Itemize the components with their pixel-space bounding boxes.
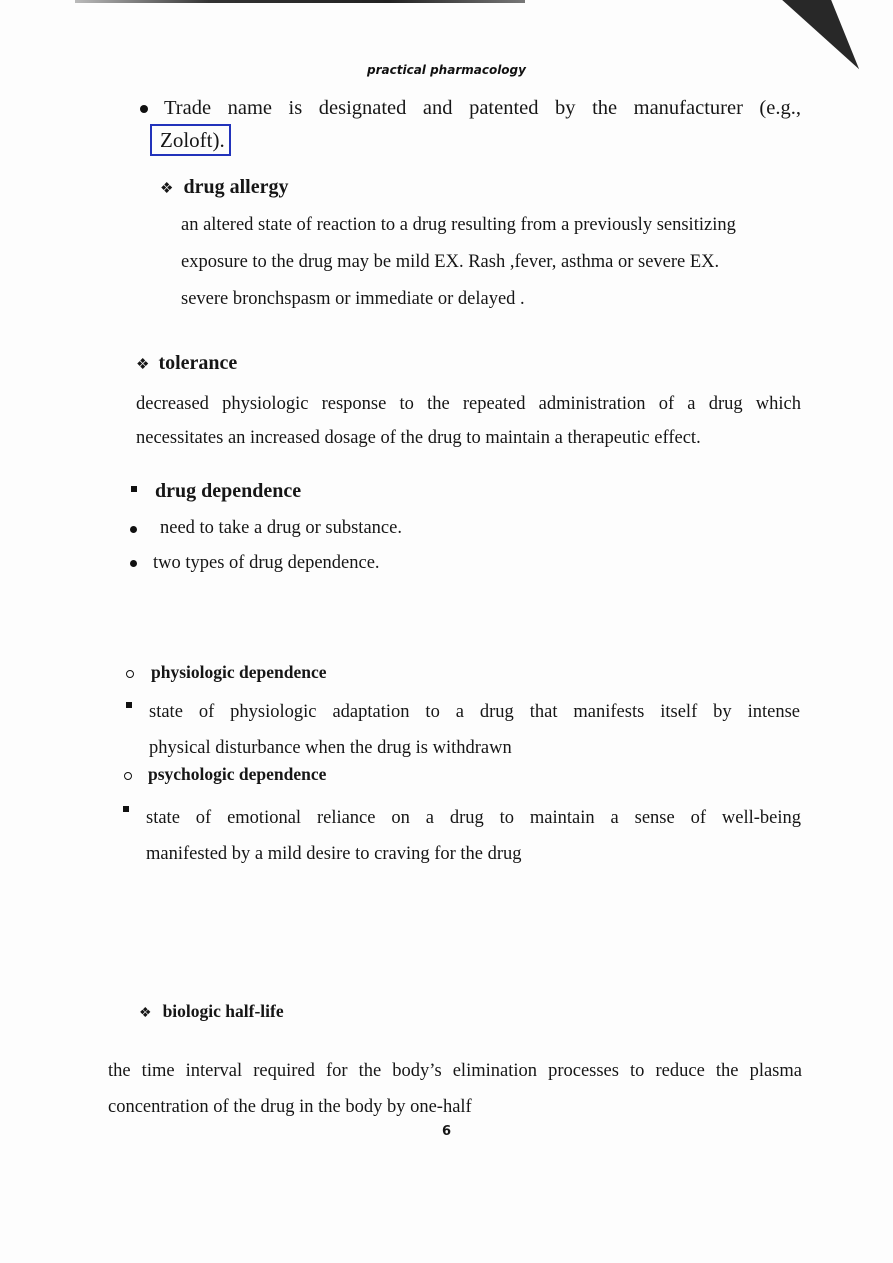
filled-circle-icon (130, 560, 137, 567)
drug-allergy-line: an altered state of reaction to a drug resulting from a previously sensitizing (181, 215, 736, 235)
drug-allergy-heading: drug allergy (183, 176, 289, 198)
drug-allergy-line: severe bronchspasm or immediate or delayed . (181, 289, 525, 309)
scan-edge-line (75, 0, 525, 3)
tolerance-heading: tolerance (158, 352, 238, 374)
half-life-heading: biologic half-life (162, 1001, 284, 1021)
filled-square-icon (131, 486, 137, 492)
tolerance-body (136, 387, 801, 455)
dependence-bullet: need to take a drug or substance. (160, 518, 402, 538)
filled-circle-icon (140, 105, 148, 113)
half-life-line: the time interval required for the body’s elimination processes to reduce the plasma (108, 1061, 802, 1081)
four-diamond-icon: ❖ (136, 357, 150, 373)
dependence-bullet: two types of drug dependence. (153, 553, 380, 573)
psychologic-line: state of emotional reliance on a drug to maintain a sense of well-being (146, 808, 801, 828)
hollow-circle-icon (126, 670, 134, 678)
filled-square-icon (123, 806, 129, 812)
filled-circle-icon (130, 526, 137, 533)
half-life-heading-row (139, 1001, 284, 1022)
trade-name-text: Trade name is designated and patented by the manufacturer (e.g., (164, 97, 801, 119)
page-number: 6 (441, 1124, 452, 1139)
physiologic-line: physical disturbance when the drug is withdrawn (149, 738, 512, 758)
filled-square-icon (126, 702, 132, 708)
tolerance-heading-row (136, 352, 237, 375)
psychologic-line: manifested by a mild desire to craving for the drug (146, 844, 522, 864)
four-diamond-icon: ❖ (160, 181, 174, 197)
hollow-circle-icon (124, 772, 132, 780)
psychologic-dependence-body (146, 800, 801, 872)
four-diamond-icon: ❖ (139, 1006, 152, 1021)
half-life-line: concentration of the drug in the body by one-half (108, 1097, 472, 1117)
drug-dependence-heading: drug dependence (155, 480, 302, 502)
page-header: practical pharmacology (367, 63, 526, 77)
tolerance-line: decreased physiologic response to the repeated administration of a drug which (136, 394, 801, 414)
drug-allergy-heading-row (160, 176, 288, 199)
zoloft-example: Zoloft). (150, 124, 231, 156)
physiologic-dependence-body (149, 694, 800, 766)
drug-allergy-body (181, 207, 786, 318)
drug-allergy-line: exposure to the drug may be mild EX. Rash ,fever, asthma or severe EX. (181, 252, 720, 272)
tolerance-line: necessitates an increased dosage of the drug to maintain a therapeutic effect. (136, 428, 701, 448)
physiologic-dependence-heading: physiologic dependence (151, 662, 327, 682)
half-life-body (108, 1053, 802, 1125)
psychologic-dependence-heading: psychologic dependence (148, 764, 327, 784)
zoloft-highlight (150, 128, 231, 153)
physiologic-line: state of physiologic adaptation to a drug that manifests itself by intense (149, 702, 800, 722)
